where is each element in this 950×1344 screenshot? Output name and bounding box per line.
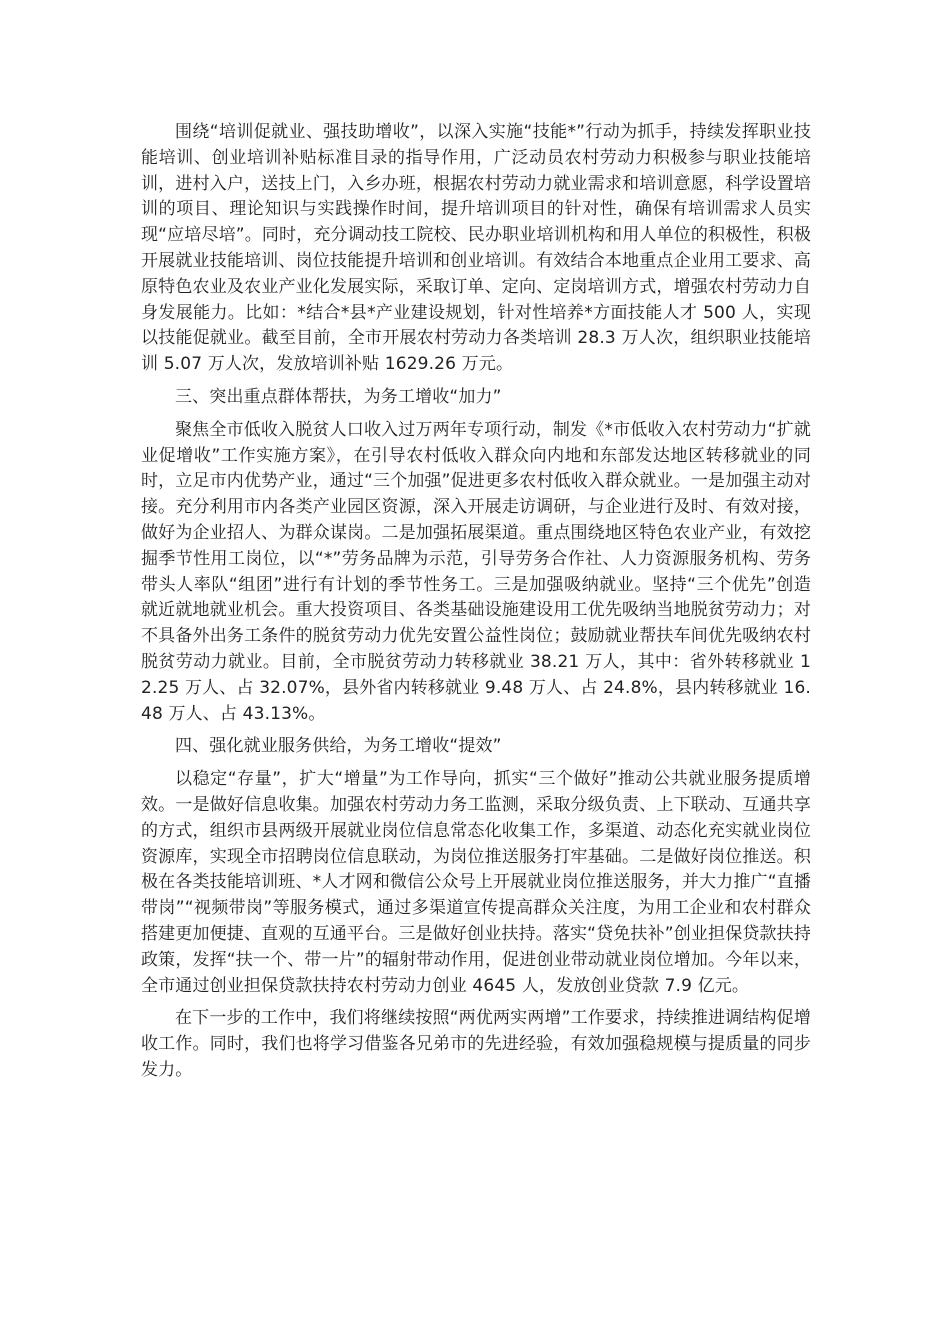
paragraph-skills-training: 围绕“培训促就业、强技助增收”，以深入实施“技能*”行动为抓手，持续发挥职业技能培训、创业培训补贴标准目录的指导作用，广泛动员农村劳动力积极参与职业技能培训，进村入户，送技上门，入乡办班，根据农村劳动力就业需求和培训意愿，科学设置培训的项目、理论知识与实践操作时间，提升培训项目的针对性，确保有培训需求人员实现“应培尽培”。同时，充分调动技工院校、民办职业培训机构和用人单位的积极性，积极开展就业技能培训、岗位技能提升培训和创业培训。有效结合本地重点企业用工要求、高原特色农业及农业产业化发展实际，采取订单、定向、定岗培训方式，增强农村劳动力自身发展能力。比如：*结合*县*产业建设规划，针对性培养*方面技能人才 500 人，实现以技能促就业。截至目前，全市开展农村劳动力各类培训 28.3 万人次，组织职业技能培训 5.07 万人次，发放培训补贴 1629.26 万元。 (141, 122, 811, 375)
paragraph-next-steps: 在下一步的工作中，我们将继续按照“两优两实两增”工作要求，持续推进调结构促增收工作。同时，我们也将学习借鉴各兄弟市的先进经验，有效加强稳规模与提质量的同步发力。 (141, 1008, 811, 1080)
paragraph-key-groups: 聚焦全市低收入脱贫人口收入过万两年专项行动，制发《*市低收入农村劳动力“扩就业促增收”工作实施方案》，在引导农村低收入群众向内地和东部发达地区转移就业的同时，立足市内优势产业，通过“三个加强”促进更多农村低收入群众就业。一是加强主动对接。充分利用市内各类产业园区资源，深入开展走访调研，与企业进行及时、有效对接，做好为企业招人、为群众谋岗。二是加强拓展渠道。重点围绕地区特色农业产业，有效挖掘季节性用工岗位，以“*”劳务品牌为示范，引导劳务合作社、人力资源服务机构、劳务带头人率队“组团”进行有计划的季节性务工。三是加强吸纳就业。坚持“三个优先”创造就近就地就业机会。重大投资项目、各类基础设施建设用工优先吸纳当地脱贫劳动力；对不具备外出务工条件的脱贫劳动力优先安置公益性岗位；鼓励就业帮扶车间优先吸纳农村脱贫劳动力就业。目前，全市脱贫劳动力转移就业 38.21 万人，其中：省外转移就业 12.25 万人、占 32.07%，县外省内转移就业 9.48 万人、占 24.8%，县内转移就业 16.48 万人、占 43.13%。 (141, 419, 811, 724)
section-heading-4: 四、强化就业服务供给，为务工增收“提效” (175, 736, 502, 757)
paragraph-employment-services: 以稳定“存量”，扩大“增量”为工作导向，抓实“三个做好”推动公共就业服务提质增效。一是做好信息收集。加强农村劳动力务工监测，采取分级负责、上下联动、互通共享的方式，组织市县两级开展就业岗位信息常态化收集工作，多渠道、动态化充实就业岗位资源库，实现全市招聘岗位信息联动，为岗位推送服务打牢基础。二是做好岗位推送。积极在各类技能培训班、*人才网和微信公众号上开展就业岗位推送服务，并大力推广“直播带岗”“视频带岗”等服务模式，通过多渠道宣传提高群众关注度，为用工企业和农村群众搭建更加便捷、直观的互通平台。三是做好创业扶持。落实“贷免扶补”创业担保贷款扶持政策，发挥“扶一个、带一片”的辐射带动作用，促进创业带动就业岗位增加。今年以来，全市通过创业担保贷款扶持农村劳动力创业 4645 人，发放创业贷款 7.9 亿元。 (141, 769, 811, 996)
section-heading-3: 三、突出重点群体帮扶，为务工增收“加力” (175, 386, 502, 407)
document-page (141, 120, 811, 1091)
